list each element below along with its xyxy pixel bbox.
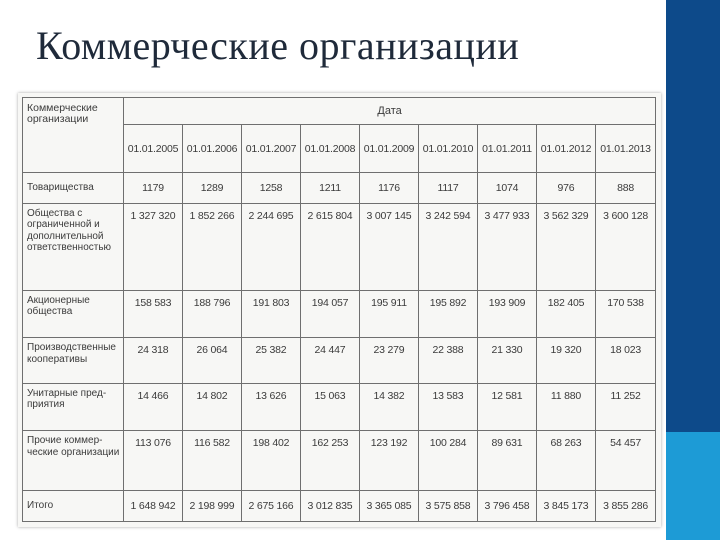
year-header: 01.01.2008	[301, 125, 360, 173]
year-header: 01.01.2009	[360, 125, 419, 173]
row-label: Итого	[23, 490, 124, 521]
table-cell: 3 855 286	[596, 490, 656, 521]
table-cell: 14 382	[360, 383, 419, 430]
table-cell: 1258	[242, 173, 301, 204]
table-cell: 182 405	[537, 290, 596, 337]
table-cell: 2 615 804	[301, 203, 360, 290]
table-cell: 888	[596, 173, 656, 204]
table-cell: 14 466	[124, 383, 183, 430]
table-row	[23, 431, 656, 491]
table-cell: 3 477 933	[478, 203, 537, 290]
table-image-frame	[18, 93, 661, 527]
table-cell: 194 057	[301, 290, 360, 337]
row-label: Общества с ограниченной и дополнительной ответственностью	[23, 203, 124, 290]
corner-header: Коммерческие организации	[23, 98, 124, 173]
table-cell: 1176	[360, 173, 419, 204]
table-cell: 3 562 329	[537, 203, 596, 290]
table-row	[23, 173, 656, 204]
year-header: 01.01.2012	[537, 125, 596, 173]
table-cell: 3 242 594	[419, 203, 478, 290]
table-cell: 2 675 166	[242, 490, 301, 521]
table-cell: 3 575 858	[419, 490, 478, 521]
table-cell: 3 845 173	[537, 490, 596, 521]
table-cell: 116 582	[183, 431, 242, 491]
year-header: 01.01.2007	[242, 125, 301, 173]
row-label: Производственные кооперативы	[23, 338, 124, 383]
table-row	[23, 290, 656, 337]
table-cell: 3 365 085	[360, 490, 419, 521]
table-cell: 195 892	[419, 290, 478, 337]
table-cell: 23 279	[360, 338, 419, 383]
year-header: 01.01.2013	[596, 125, 656, 173]
row-label: Акционерные общества	[23, 290, 124, 337]
table-cell: 3 796 458	[478, 490, 537, 521]
date-header: Дата	[124, 98, 656, 125]
statistics-table	[22, 97, 656, 522]
table-cell: 2 244 695	[242, 203, 301, 290]
table-row	[23, 338, 656, 383]
table-cell: 54 457	[596, 431, 656, 491]
table-cell: 158 583	[124, 290, 183, 337]
table-cell: 26 064	[183, 338, 242, 383]
table-cell: 1211	[301, 173, 360, 204]
year-header: 01.01.2010	[419, 125, 478, 173]
table-cell: 1179	[124, 173, 183, 204]
table-cell: 1074	[478, 173, 537, 204]
table-cell: 123 192	[360, 431, 419, 491]
table-row	[23, 203, 656, 290]
slide-title: Коммерческие организации	[36, 23, 520, 68]
table-cell: 170 538	[596, 290, 656, 337]
table-cell: 24 447	[301, 338, 360, 383]
table-cell: 1289	[183, 173, 242, 204]
table-row	[23, 383, 656, 430]
table-cell: 21 330	[478, 338, 537, 383]
table-cell: 15 063	[301, 383, 360, 430]
row-label: Унитарные предприятия	[23, 383, 124, 430]
table-cell: 2 198 999	[183, 490, 242, 521]
table-cell: 113 076	[124, 431, 183, 491]
row-label: Прочие коммерческие организации	[23, 431, 124, 491]
year-header: 01.01.2005	[124, 125, 183, 173]
table-cell: 3 600 128	[596, 203, 656, 290]
table-cell: 13 626	[242, 383, 301, 430]
table-row-total	[23, 490, 656, 521]
year-header: 01.01.2006	[183, 125, 242, 173]
table-cell: 193 909	[478, 290, 537, 337]
table-cell: 19 320	[537, 338, 596, 383]
year-header: 01.01.2011	[478, 125, 537, 173]
table-cell: 11 880	[537, 383, 596, 430]
table-cell: 1 327 320	[124, 203, 183, 290]
table-cell: 162 253	[301, 431, 360, 491]
table-cell: 1 852 266	[183, 203, 242, 290]
header-row-date	[23, 98, 656, 125]
table-cell: 3 007 145	[360, 203, 419, 290]
row-label: Товарищества	[23, 173, 124, 204]
table-cell: 188 796	[183, 290, 242, 337]
table-cell: 3 012 835	[301, 490, 360, 521]
table-cell: 195 911	[360, 290, 419, 337]
table-cell: 191 803	[242, 290, 301, 337]
table-cell: 18 023	[596, 338, 656, 383]
table-cell: 12 581	[478, 383, 537, 430]
sidebar-accent-light	[666, 432, 720, 540]
table-cell: 13 583	[419, 383, 478, 430]
table-cell: 89 631	[478, 431, 537, 491]
table-cell: 976	[537, 173, 596, 204]
table-cell: 22 388	[419, 338, 478, 383]
table-cell: 11 252	[596, 383, 656, 430]
table-cell: 198 402	[242, 431, 301, 491]
table-cell: 24 318	[124, 338, 183, 383]
table-cell: 14 802	[183, 383, 242, 430]
table-cell: 25 382	[242, 338, 301, 383]
table-cell: 1 648 942	[124, 490, 183, 521]
table-cell: 68 263	[537, 431, 596, 491]
table-cell: 100 284	[419, 431, 478, 491]
table-cell: 1117	[419, 173, 478, 204]
